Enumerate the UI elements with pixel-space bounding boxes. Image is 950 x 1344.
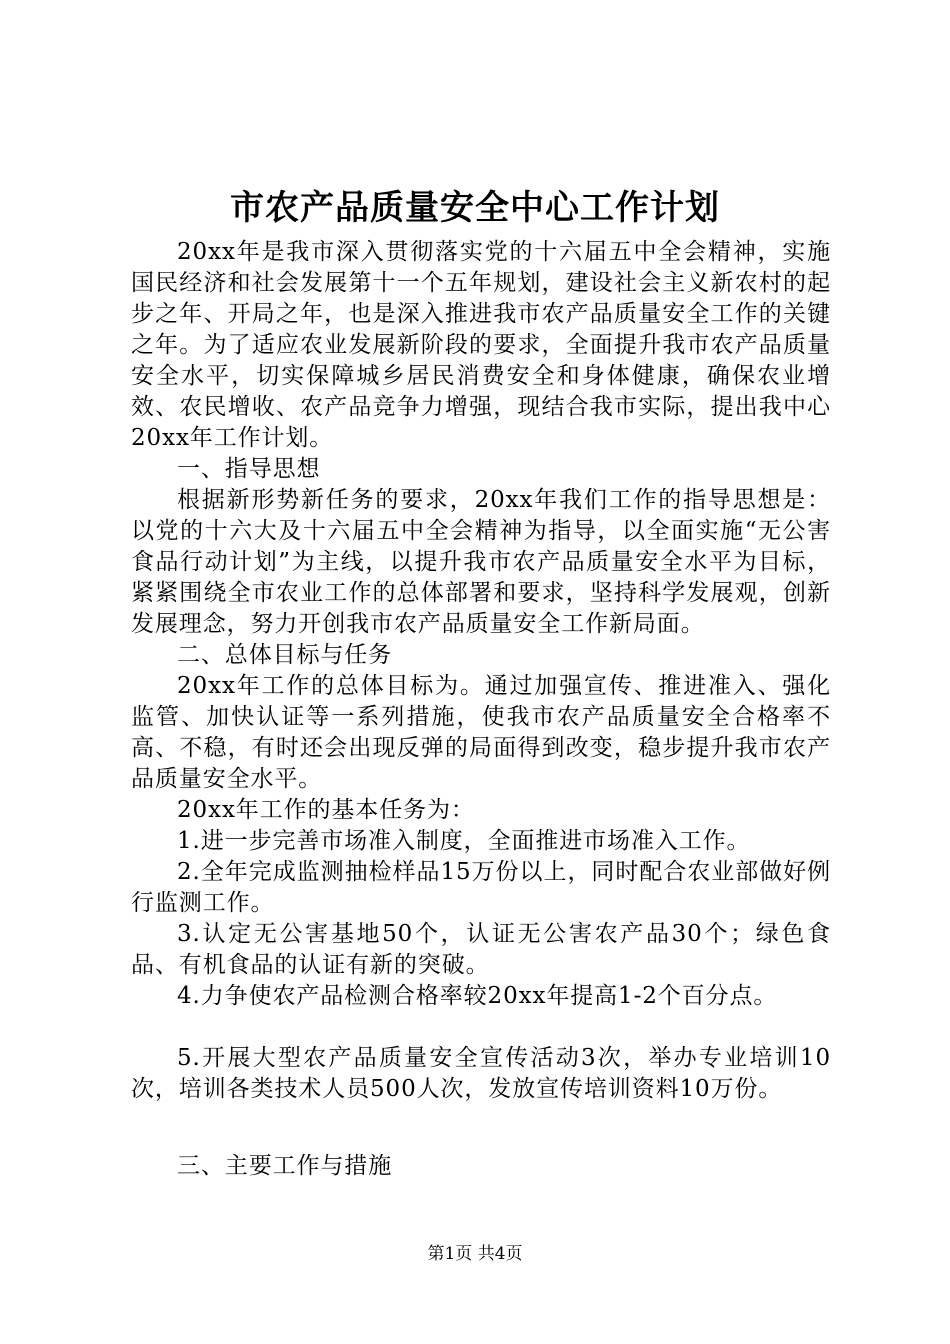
guiding-ideology-paragraph: 根据新形势新任务的要求，20xx年我们工作的指导思想是：以党的十六大及十六届五中全会精神为指导，以全面实施“无公害食品行动计划”为主线，以提升我市农产品质量安全水平为目标，紧紧围绕全市农业工作的总体部署和要求，坚持科学发展观，创新发展理念，努力开创我市农产品质量安全工作新局面。 (131, 487, 831, 637)
page-footer: 第1页 共4页 (427, 1244, 523, 1264)
overall-goal-paragraph: 20xx年工作的总体目标为。通过加强宣传、推进准入、强化监管、加快认证等一系列措施，使我市农产品质量安全合格率不高、不稳，有时还会出现反弹的局面得到改变，稳步提升我市农产品质量安全水平。 (131, 673, 831, 792)
section-heading-main-work: 三、主要工作与措施 (177, 1153, 393, 1179)
task-item-2: 2.全年完成监测抽检样品15万份以上，同时配合农业部做好例行监测工作。 (131, 859, 831, 916)
section-heading-goals-tasks: 二、总体目标与任务 (177, 642, 393, 668)
intro-paragraph: 20xx年是我市深入贯彻落实党的十六届五中全会精神，实施国民经济和社会发展第十一个五年规划，建设社会主义新农村的起步之年、开局之年，也是深入推进我市农产品质量安全工作的关键之年。为了适应农业发展新阶段的要求，全面提升我市农产品质量安全水平，切实保障城乡居民消费安全和身体健康，确保农业增效、农民增收、农产品竞争力增强，现结合我市实际，提出我中心20xx年工作计划。 (131, 239, 831, 451)
document-body (131, 237, 831, 1182)
task-item-1: 1.进一步完善市场准入制度，全面推进市场准入工作。 (177, 828, 751, 854)
basic-tasks-intro: 20xx年工作的基本任务为： (177, 797, 475, 823)
section-heading-guiding-ideology: 一、指导思想 (177, 456, 321, 482)
document-title: 市农产品质量安全中心工作计划 (230, 188, 720, 228)
task-item-3: 3.认定无公害基地50个，认证无公害农产品30个；绿色食品、有机食品的认证有新的突破。 (131, 921, 831, 978)
task-item-5: 5.开展大型农产品质量安全宣传活动3次，举办专业培训10次，培训各类技术人员500人次，发放宣传培训资料10万份。 (131, 1045, 831, 1102)
task-item-4: 4.力争使农产品检测合格率较20xx年提高1-2个百分点。 (177, 983, 778, 1009)
